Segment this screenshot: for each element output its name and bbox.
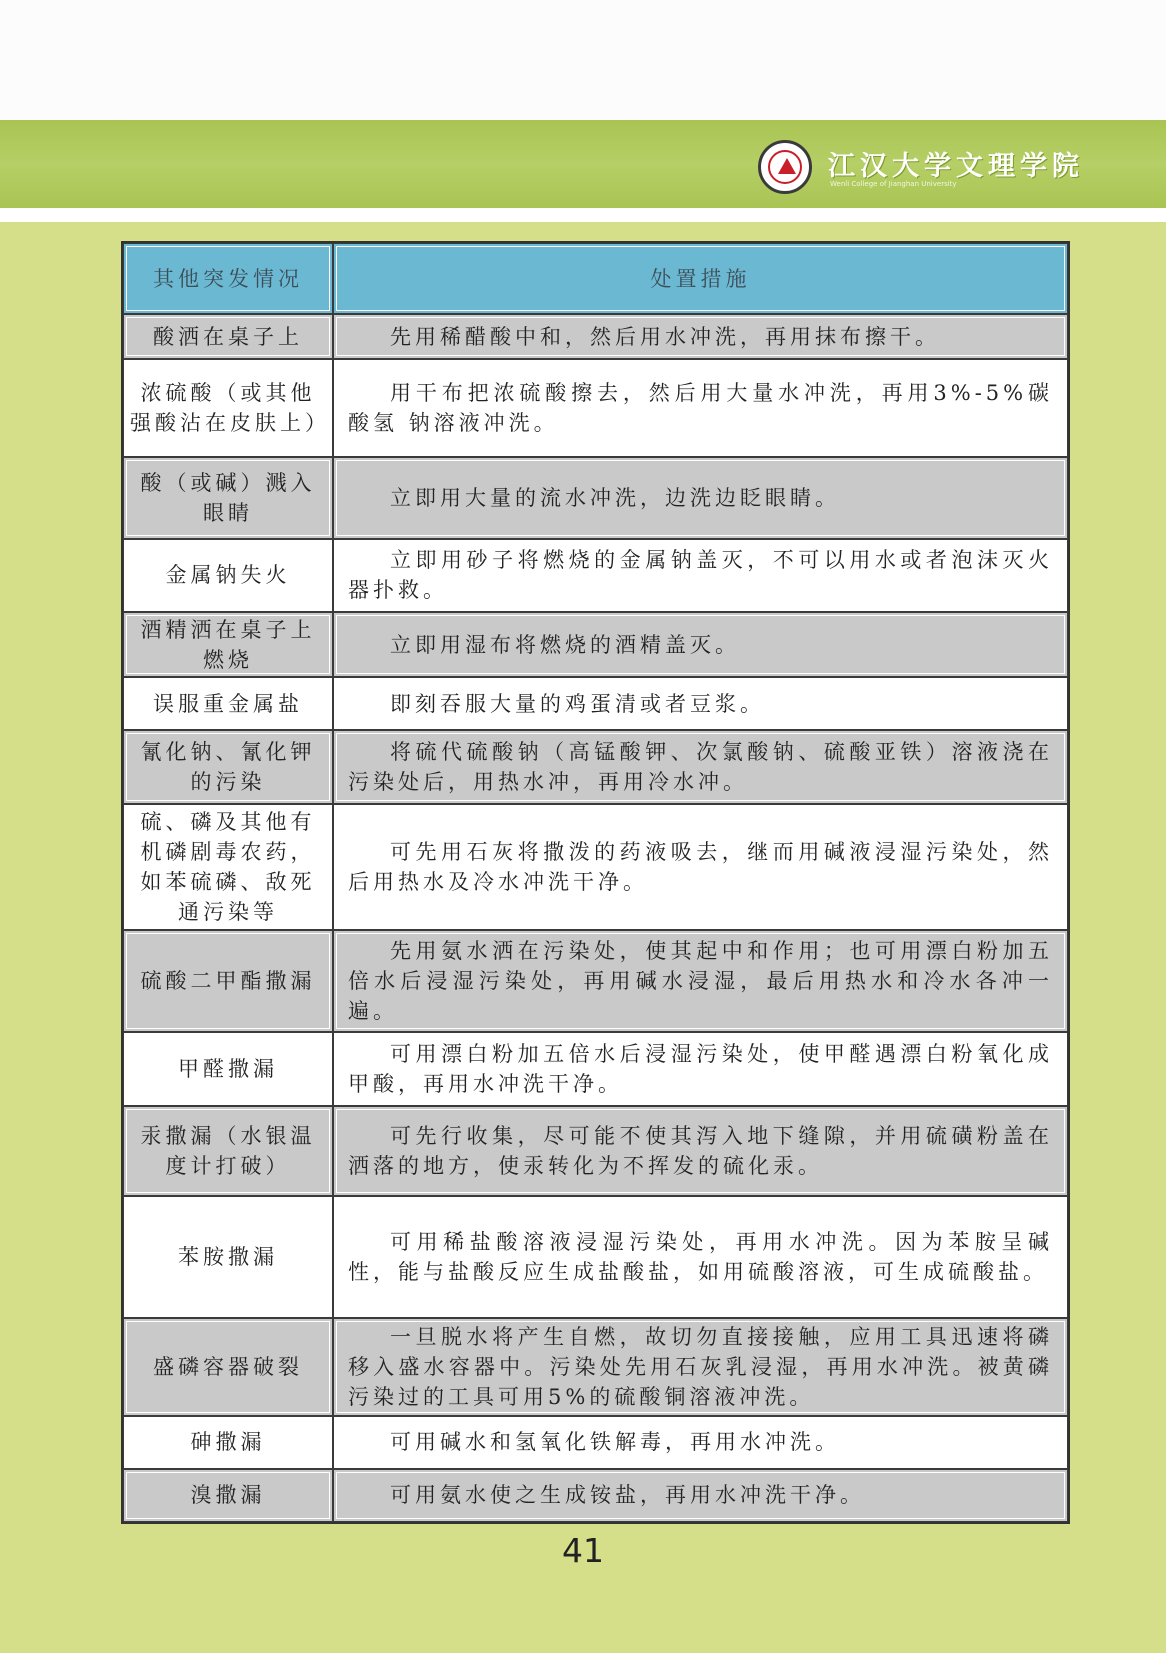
situation-cell: 溴撒漏 bbox=[123, 1469, 333, 1522]
measure-cell: 先用氨水洒在污染处，使其起中和作用；也可用漂白粉加五倍水后浸湿污染处，再用碱水浸湿，最后用热水和冷水各冲一遍。 bbox=[333, 930, 1068, 1032]
situation-cell: 浓硫酸（或其他强酸沾在皮肤上） bbox=[123, 359, 333, 457]
measure-cell: 可用碱水和氢氧化铁解毒，再用水冲洗。 bbox=[333, 1416, 1068, 1469]
measure-cell: 可先行收集，尽可能不使其泻入地下缝隙，并用硫磺粉盖在洒落的地方，使汞转化为不挥发的硫化汞。 bbox=[333, 1106, 1068, 1196]
situation-cell: 苯胺撒漏 bbox=[123, 1196, 333, 1318]
situation-cell: 汞撒漏（水银温度计打破） bbox=[123, 1106, 333, 1196]
measure-cell: 先用稀醋酸中和，然后用水冲洗，再用抹布擦干。 bbox=[333, 314, 1068, 359]
table-row bbox=[123, 1469, 1068, 1522]
measure-cell: 用干布把浓硫酸擦去，然后用大量水冲洗，再用3%-5%碳酸氢 钠溶液冲洗。 bbox=[333, 359, 1068, 457]
school-name: 江汉大学文理学院 bbox=[828, 151, 1084, 182]
situation-cell: 氰化钠、氰化钾的污染 bbox=[123, 730, 333, 803]
table-row bbox=[123, 1032, 1068, 1105]
situation-cell: 酒精洒在桌子上燃烧 bbox=[123, 612, 333, 677]
situation-cell: 金属钠失火 bbox=[123, 539, 333, 612]
situation-cell: 酸洒在桌子上 bbox=[123, 314, 333, 359]
measure-cell: 即刻吞服大量的鸡蛋清或者豆浆。 bbox=[333, 677, 1068, 730]
measure-cell: 立即用大量的流水冲洗，边洗边眨眼睛。 bbox=[333, 457, 1068, 539]
table-row bbox=[123, 930, 1068, 1032]
measure-cell: 可用氨水使之生成铵盐，再用水冲洗干净。 bbox=[333, 1469, 1068, 1522]
table-row bbox=[123, 359, 1068, 457]
measure-cell: 可先用石灰将撒泼的药液吸去，继而用碱液浸湿污染处，然后用热水及冷水冲洗干净。 bbox=[333, 804, 1068, 930]
table-row bbox=[123, 539, 1068, 612]
table-row bbox=[123, 457, 1068, 539]
measure-cell: 一旦脱水将产生自燃，故切勿直接接触，应用工具迅速将磷移入盛水容器中。污染处先用石灰乳浸湿，再用水冲洗。被黄磷污染过的工具可用5%的硫酸铜溶液冲洗。 bbox=[333, 1318, 1068, 1416]
top-margin bbox=[0, 0, 1166, 120]
situation-cell: 酸（或碱）溅入眼睛 bbox=[123, 457, 333, 539]
situation-cell: 甲醛撒漏 bbox=[123, 1032, 333, 1105]
table-row bbox=[123, 612, 1068, 677]
page-number: 41 bbox=[562, 1531, 604, 1570]
header-gap bbox=[0, 208, 1166, 222]
measure-cell: 可用稀盐酸溶液浸湿污染处，再用水冲洗。因为苯胺呈碱性，能与盐酸反应生成盐酸盐，如用硫酸溶液，可生成硫酸盐。 bbox=[333, 1196, 1068, 1318]
measure-cell: 将硫代硫酸钠（高锰酸钾、次氯酸钠、硫酸亚铁）溶液浇在污染处后，用热水冲，再用冷水冲。 bbox=[333, 730, 1068, 803]
measure-cell: 立即用砂子将燃烧的金属钠盖灭，不可以用水或者泡沫灭火器扑救。 bbox=[333, 539, 1068, 612]
measure-cell: 立即用湿布将燃烧的酒精盖灭。 bbox=[333, 612, 1068, 677]
school-logo-icon bbox=[758, 140, 812, 194]
header-measure: 处置措施 bbox=[333, 243, 1068, 314]
situation-cell: 砷撒漏 bbox=[123, 1416, 333, 1469]
situation-cell: 盛磷容器破裂 bbox=[123, 1318, 333, 1416]
emergency-measures-table bbox=[121, 241, 1070, 1524]
table-row bbox=[123, 314, 1068, 359]
school-name-en: Wenli College of Jianghan University bbox=[830, 180, 957, 188]
table-row bbox=[123, 677, 1068, 730]
table-row bbox=[123, 1196, 1068, 1318]
table-row bbox=[123, 730, 1068, 803]
situation-cell: 误服重金属盐 bbox=[123, 677, 333, 730]
table-row bbox=[123, 1416, 1068, 1469]
situation-cell: 硫酸二甲酯撒漏 bbox=[123, 930, 333, 1032]
header-situation: 其他突发情况 bbox=[123, 243, 333, 314]
table-row bbox=[123, 804, 1068, 930]
measure-cell: 可用漂白粉加五倍水后浸湿污染处，使甲醛遇漂白粉氧化成甲酸，再用水冲洗干净。 bbox=[333, 1032, 1068, 1105]
table-row bbox=[123, 1106, 1068, 1196]
table-row bbox=[123, 1318, 1068, 1416]
table-header-row bbox=[123, 243, 1068, 314]
situation-cell: 硫、磷及其他有机磷剧毒农药，如苯硫磷、敌死通污染等 bbox=[123, 804, 333, 930]
